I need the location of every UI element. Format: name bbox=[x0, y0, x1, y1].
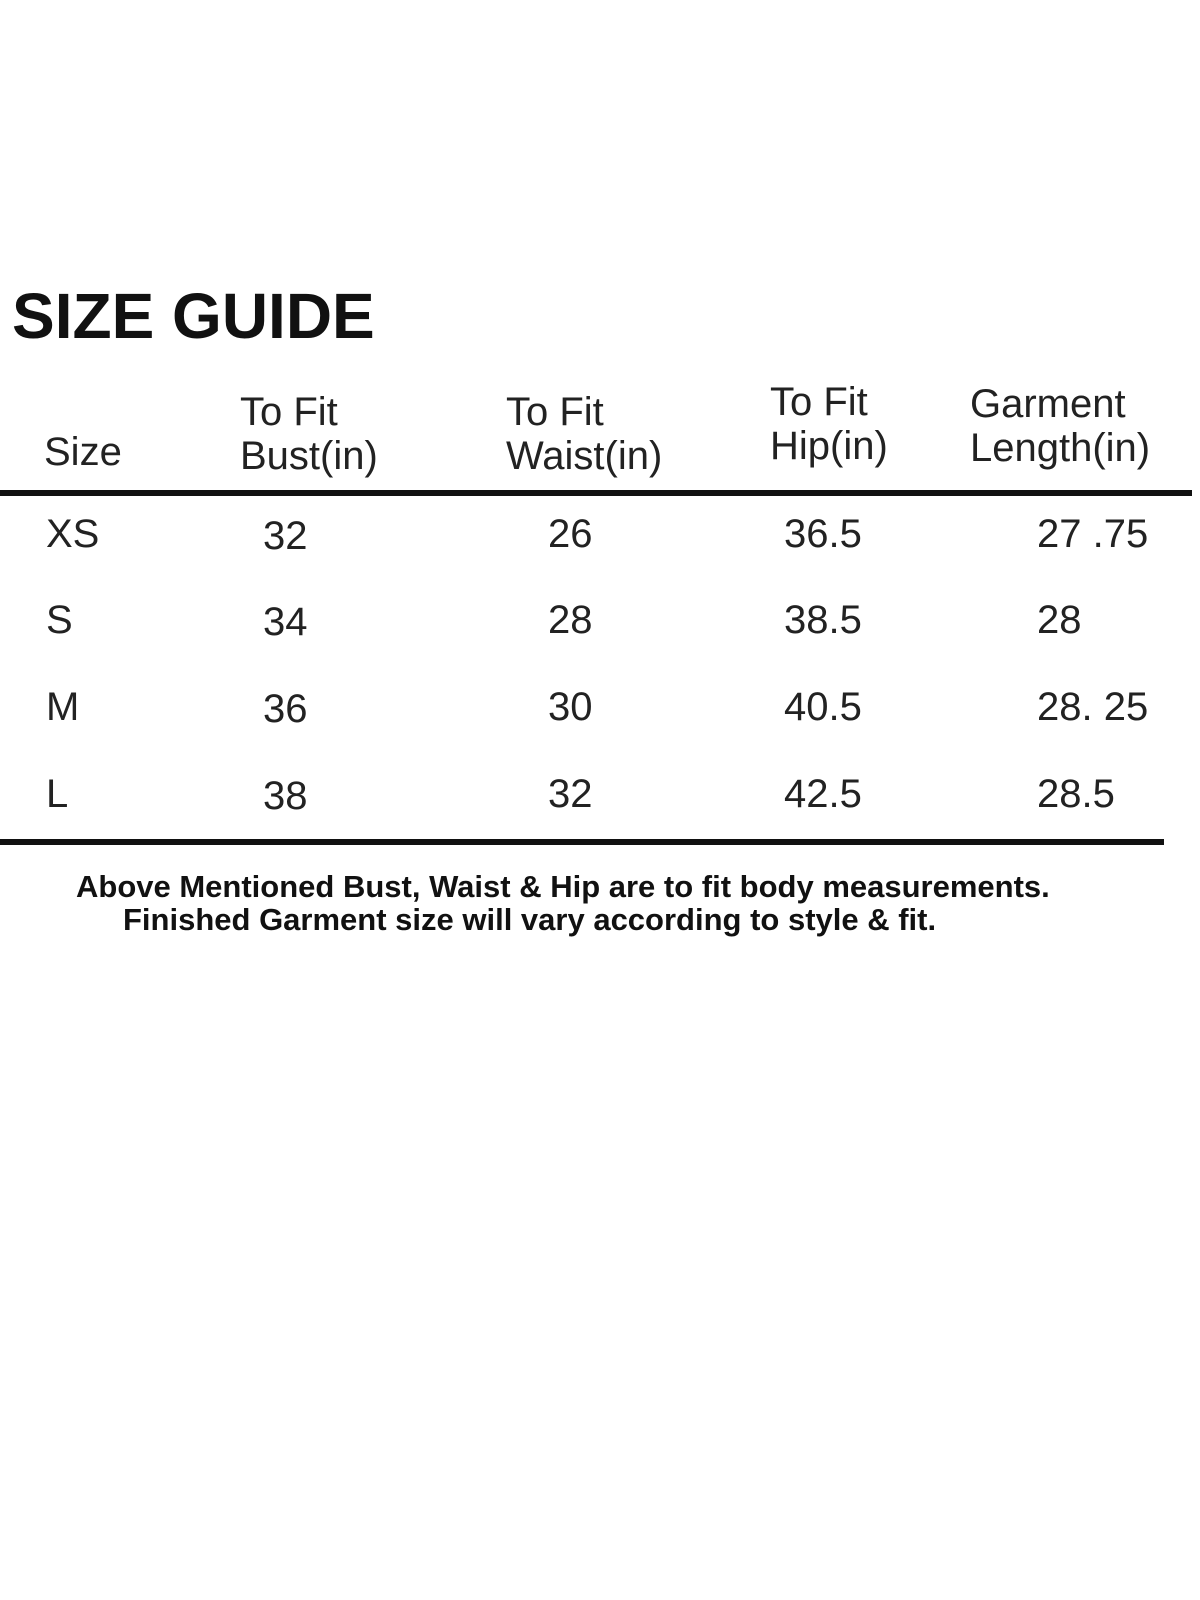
table-cell: XS bbox=[46, 512, 100, 556]
footnote-line-1: Above Mentioned Bust, Waist & Hip are to fit body measurements. bbox=[76, 869, 1050, 904]
table-cell: 28.5 bbox=[1037, 772, 1115, 816]
header-waist-line2: Waist(in) bbox=[506, 434, 663, 478]
table-cell: 36 bbox=[263, 687, 308, 731]
table-cell: 28 bbox=[548, 598, 593, 642]
table-cell: 32 bbox=[263, 514, 308, 558]
header-hip-line2: Hip(in) bbox=[770, 424, 888, 468]
header-bust bbox=[240, 390, 378, 478]
table-cell: 30 bbox=[548, 685, 593, 729]
table-cell: 32 bbox=[548, 772, 593, 816]
table-cell: 40.5 bbox=[784, 685, 862, 729]
table-cell: L bbox=[46, 772, 69, 816]
header-size bbox=[44, 430, 122, 474]
header-length bbox=[970, 382, 1150, 470]
table-cell: S bbox=[46, 598, 73, 642]
header-bust-line2: Bust(in) bbox=[240, 434, 378, 478]
table-cell: 28. 25 bbox=[1037, 685, 1149, 729]
header-bust-line1: To Fit bbox=[240, 390, 338, 434]
table-cell: 38 bbox=[263, 774, 308, 818]
table-bottom-divider bbox=[0, 839, 1164, 845]
header-hip-line1: To Fit bbox=[770, 380, 868, 424]
table-cell: M bbox=[46, 685, 80, 729]
header-hip bbox=[770, 380, 888, 468]
table-cell: 38.5 bbox=[784, 598, 862, 642]
table-cell: 27 .75 bbox=[1037, 512, 1149, 556]
header-size-label: Size bbox=[44, 430, 122, 474]
header-length-line1: Garment bbox=[970, 382, 1126, 426]
table-cell: 28 bbox=[1037, 598, 1082, 642]
header-length-line2: Length(in) bbox=[970, 426, 1151, 470]
table-cell: 26 bbox=[548, 512, 593, 556]
header-waist bbox=[506, 390, 662, 478]
header-divider bbox=[0, 490, 1192, 496]
table-cell: 42.5 bbox=[784, 772, 862, 816]
table-cell: 34 bbox=[263, 600, 308, 644]
footnote-line-2: Finished Garment size will vary according to style & fit. bbox=[123, 902, 937, 937]
size-guide-title: SIZE GUIDE bbox=[12, 280, 375, 352]
header-waist-line1: To Fit bbox=[506, 390, 604, 434]
table-cell: 36.5 bbox=[784, 512, 862, 556]
